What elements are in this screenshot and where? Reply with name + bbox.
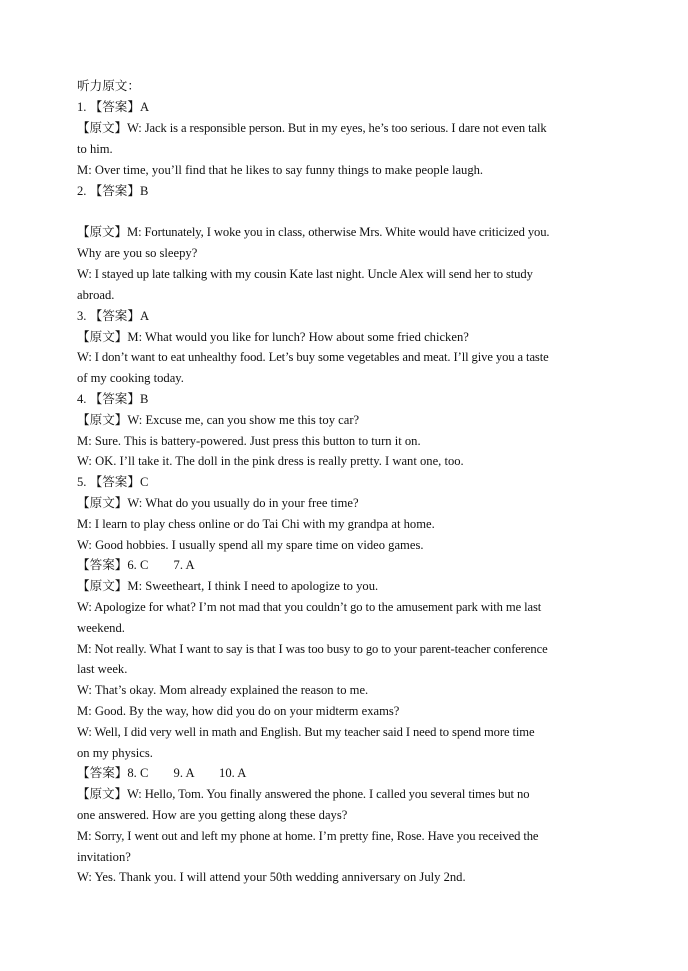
transcript-line: weekend. bbox=[77, 621, 125, 635]
transcript-line: 【原文】M: Fortunately, I woke you in class, otherwise Mrs. White would have criticized you. bbox=[77, 225, 550, 239]
transcript-line: M: Over time, you’ll find that he likes to say funny things to make people laugh. bbox=[77, 163, 484, 177]
transcript-line: M: Sorry, I went out and left my phone at home. I’m pretty fine, Rose. Have you received the bbox=[77, 829, 539, 843]
transcript-line: W: OK. I’ll take it. The doll in the pink dress is really pretty. I want one, too. bbox=[77, 454, 464, 468]
transcript-line: W: Apologize for what? I’m not mad that you couldn’t go to the amusement park with me last bbox=[77, 600, 542, 614]
transcript-line: abroad. bbox=[77, 288, 115, 302]
answer-line: 【答案】8. C 9. A 10. A bbox=[77, 766, 247, 780]
transcript-line: 【原文】W: Excuse me, can you show me this toy car? bbox=[77, 413, 360, 427]
transcript-line: 【原文】W: What do you usually do in your free time? bbox=[77, 496, 359, 510]
transcript-line: M: Not really. What I want to say is that I was too busy to go to your parent-teacher conference bbox=[77, 642, 548, 656]
answer-line: 1. 【答案】A bbox=[77, 100, 150, 114]
answer-line: 【答案】6. C 7. A bbox=[77, 558, 195, 572]
answer-line: 5. 【答案】C bbox=[77, 475, 149, 489]
answer-line: 4. 【答案】B bbox=[77, 392, 149, 406]
transcript-line: to him. bbox=[77, 142, 113, 156]
transcript-line: of my cooking today. bbox=[77, 371, 184, 385]
transcript-line: 【原文】W: Hello, Tom. You finally answered the phone. I called you several times but no bbox=[77, 787, 530, 801]
transcript-line: M: I learn to play chess online or do Tai Chi with my grandpa at home. bbox=[77, 517, 435, 531]
transcript-line: M: Good. By the way, how did you do on your midterm exams? bbox=[77, 704, 400, 718]
transcript-line: one answered. How are you getting along these days? bbox=[77, 808, 348, 822]
transcript-line: invitation? bbox=[77, 850, 131, 864]
transcript-line: W: Well, I did very well in math and English. But my teacher said I need to spend more time bbox=[77, 725, 535, 739]
answer-line: 3. 【答案】A bbox=[77, 309, 150, 323]
answer-line: 2. 【答案】B bbox=[77, 184, 149, 198]
section-heading: 听力原文： bbox=[77, 79, 140, 93]
transcript-line: on my physics. bbox=[77, 746, 153, 760]
transcript-line: Why are you so sleepy? bbox=[77, 246, 198, 260]
transcript-line: 【原文】W: Jack is a responsible person. But in my eyes, he’s too serious. I dare not even talk bbox=[77, 121, 547, 135]
transcript-line: W: I stayed up late talking with my cousin Kate last night. Uncle Alex will send her to study bbox=[77, 267, 533, 281]
transcript-line: last week. bbox=[77, 662, 128, 676]
transcript-line: 【原文】M: What would you like for lunch? How about some fried chicken? bbox=[77, 330, 469, 344]
transcript-line: 【原文】M: Sweetheart, I think I need to apologize to you. bbox=[77, 579, 379, 593]
transcript-line: W: Good hobbies. I usually spend all my spare time on video games. bbox=[77, 538, 424, 552]
transcript-line: W: I don’t want to eat unhealthy food. Let’s buy some vegetables and meat. I’ll give you a taste bbox=[77, 350, 549, 364]
transcript-line: W: Yes. Thank you. I will attend your 50th wedding anniversary on July 2nd. bbox=[77, 870, 466, 884]
transcript-line: W: That’s okay. Mom already explained the reason to me. bbox=[77, 683, 369, 697]
transcript-line: M: Sure. This is battery-powered. Just press this button to turn it on. bbox=[77, 434, 421, 448]
